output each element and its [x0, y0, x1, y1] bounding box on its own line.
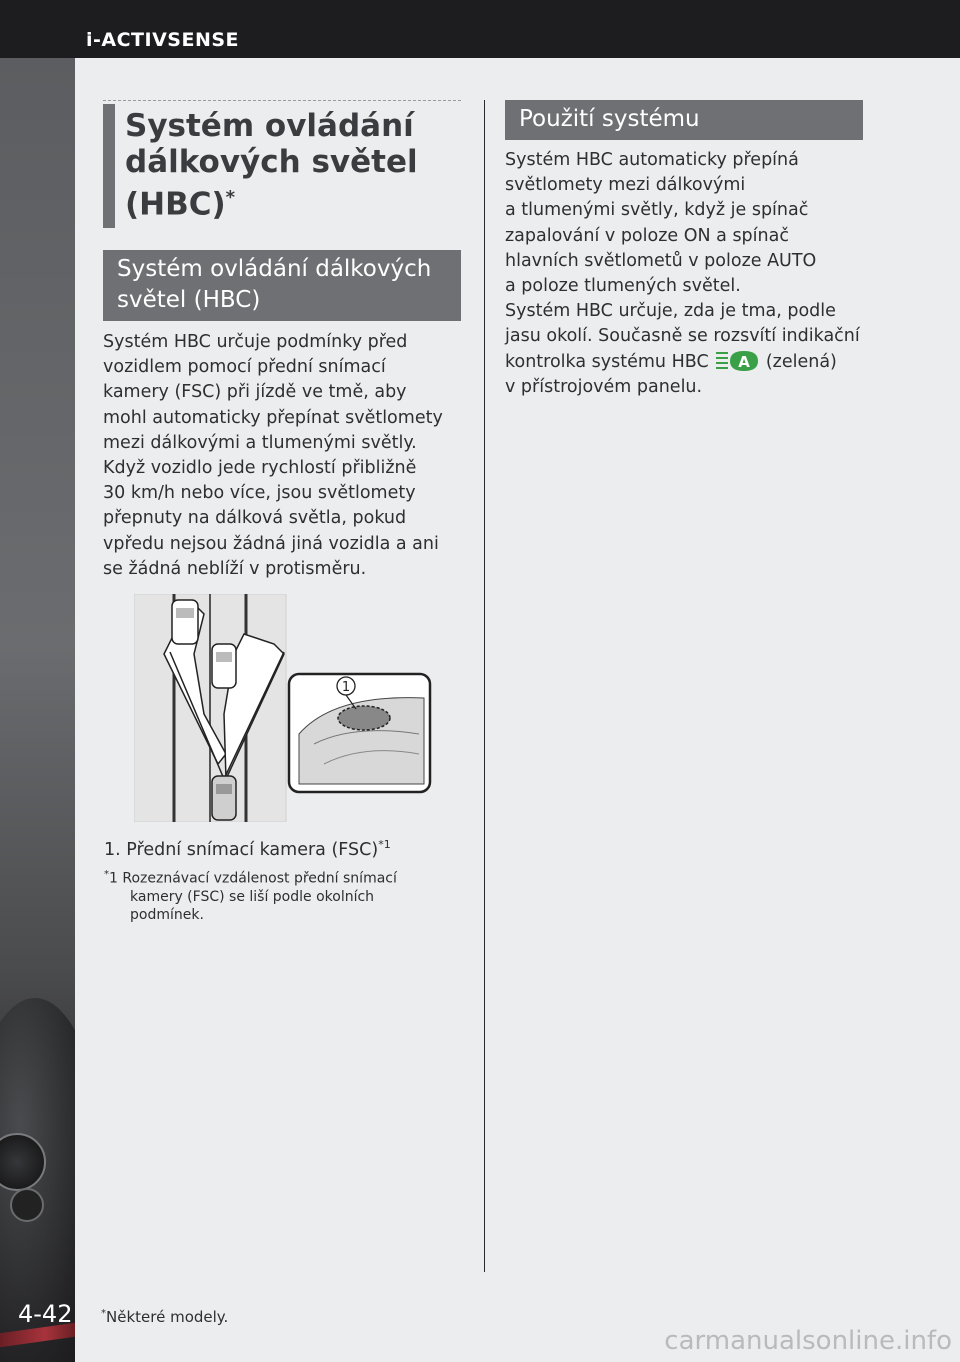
- intro-paragraph: Systém HBC určuje podmínky před vozidlem pomocí přední snímací kamery (FSC) při jízdě ve tmě, aby mohl automaticky přepínat světlomety mezi dálkovými a tlumenými světly. Když vozidlo jede rychlostí přibližně 30 km/h nebo více, jsou světlomety přepnuty na dálková světla, pokud vpředu nejsou žádná jiná vozidla a ani se žádná neblíží v protisměru.: [103, 332, 443, 579]
- subsection-heading: Systém ovládání dálkových světel (HBC): [103, 250, 461, 321]
- callout-number: 1: [341, 680, 351, 695]
- knob-shape: [10, 1188, 44, 1222]
- svg-text:A: A: [738, 352, 751, 371]
- hbc-illustration: [134, 594, 432, 822]
- usage-heading: Použití systému: [505, 100, 863, 140]
- section-title: Systém ovládání dálkových světel (HBC)*: [103, 104, 453, 228]
- watermark: carmanualsonline.info: [664, 1326, 952, 1356]
- figure-caption: 1. Přední snímací kamera (FSC)$^{*1}$: [104, 838, 391, 860]
- column-divider: [484, 100, 485, 1272]
- figure-footnote: *1 Rozeznávací vzdálenost přední snímací kamery (FSC) se liší podle okolních podmínek.: [104, 869, 397, 923]
- models-footnote: *Některé modely.: [101, 1308, 229, 1326]
- side-photo-strip: [0, 58, 75, 1362]
- usage-paragraph: Systém HBC automaticky přepíná světlomety mezi dálkovými a tlumenými světly, když je spínač zapalování v poloze ON a spínač hlavních světlometů v poloze AUTO a poloze tlumených světel. Systém HBC určuje, zda je tma, podle jasu okolí. Současně se rozsvítí indikační kontrolka systému HBC A (zelená) v přístrojovém panelu.: [505, 150, 860, 397]
- page-number: 4-42: [18, 1300, 73, 1328]
- chapter-title: i-ACTIVSENSE: [86, 29, 240, 51]
- road-diagram: [134, 594, 432, 822]
- title-rule: [103, 100, 461, 101]
- top-bar: [0, 0, 960, 58]
- hbc-indicator-icon: [714, 350, 760, 372]
